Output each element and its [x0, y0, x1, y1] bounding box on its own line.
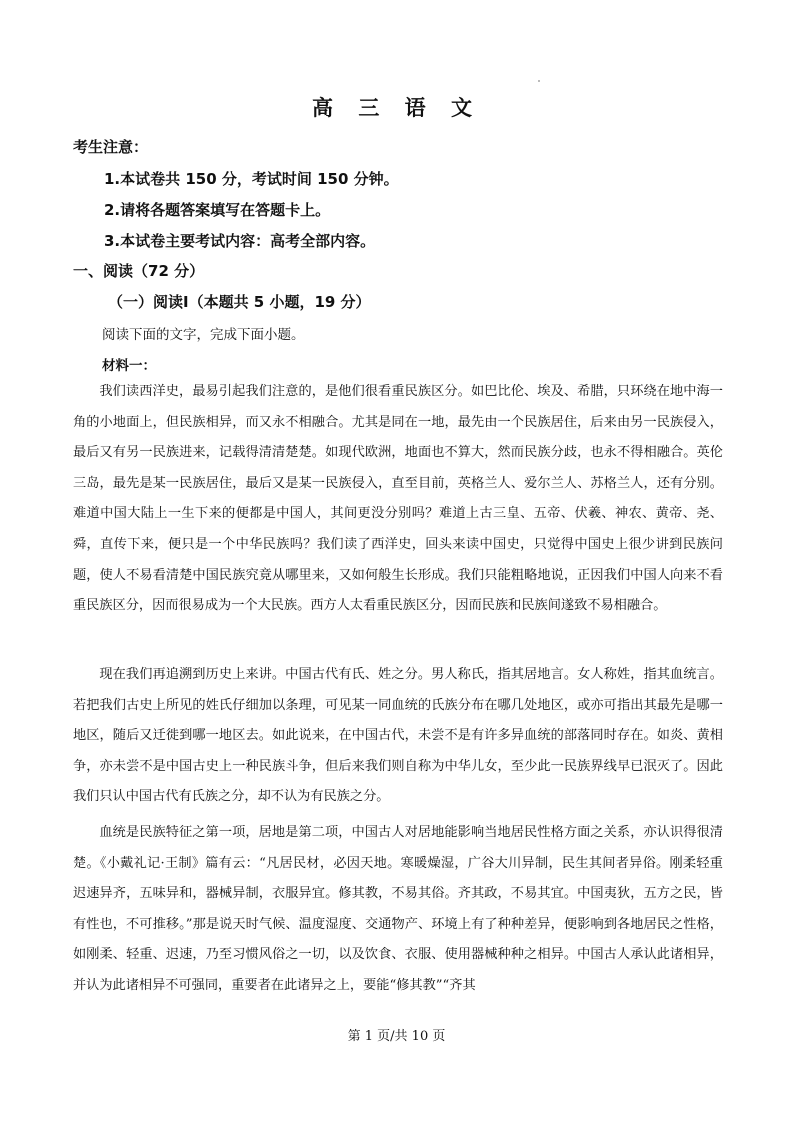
- section-heading: 一、阅读（72 分）: [73, 262, 205, 280]
- notice-item-1: 1.本试卷共 150 分，考试时间 150 分钟。: [104, 170, 399, 188]
- page-footer: 第 1 页/共 10 页: [347, 1029, 446, 1044]
- subsection-heading: （一）阅读Ⅰ（本题共 5 小题，19 分）: [108, 293, 371, 311]
- scan-speck: [538, 80, 540, 82]
- reading-instruction: 阅读下面的文字，完成下面小题。: [102, 327, 305, 343]
- notice-heading: 考生注意：: [73, 138, 149, 156]
- material-label: 材料一：: [102, 358, 156, 374]
- page-title: 高 三 语 文: [312, 96, 481, 120]
- paragraph-3: 血统是民族特征之第一项，居地是第二项，中国古人对居地能影响当地居民性格方面之关系，亦认识得很清楚。《小戴礼记·王制》篇有云：“凡居民材，必因天地。寒暖燥湿，广谷大川异制，民生其间者异俗。刚柔轻重迟速异齐，五味异和，器械异制，衣服异宜。修其教，不易其俗。齐其政，不易其宜。中国夷狄，五方之民，皆有性也，不可推移。”那是说天时气候、温度湿度、交通物产、环境上有了种种差异，便影响到各地居民之性格，如刚柔、轻重、迟速，乃至习惯风俗之一切，以及饮食、衣服、使用器械种种之相异。中国古人承认此诸相异，并认为此诸相异不可强同，重要者在此诸异之上，要能“修其教”“齐其: [73, 825, 723, 993]
- paragraph-2: 现在我们再追溯到历史上来讲。中国古代有氏、姓之分。男人称氏，指其居地言。女人称姓，指其血统言。若把我们古史上所见的姓氏仔细加以条理，可见某一同血统的氏族分布在哪几处地区，或亦可指出其最先是哪一地区，随后又迁徙到哪一地区去。如此说来，在中国古代，未尝不是有许多异血统的部落同时存在。如炎、黄相争，亦未尝不是中国古史上一种民族斗争，但后来我们则自称为中华儿女，至少此一民族界线早已泯灭了。因此我们只认中国古代有氏族之分，却不认为有民族之分。: [73, 667, 723, 805]
- paragraph-1: 我们读西洋史，最易引起我们注意的，是他们很看重民族区分。如巴比伦、埃及、希腊，只环绕在地中海一角的小地面上，但民族相异，而又永不相融合。尤其是同在一地，最先由一个民族居住，后来由另一民族侵入，最后又有另一民族进来，记载得清清楚楚。如现代欧洲，地面也不算大，然而民族分歧，也永不得相融合。英伦三岛，最先是某一民族居住，最后又是某一民族侵入，直至目前，英格兰人、爱尔兰人、苏格兰人，还有分别。难道中国大陆上一生下来的便都是中国人，其间更没分别吗？难道上古三皇、五帝、伏羲、神农、黄帝、尧、舜，直传下来，便只是一个中华民族吗？我们读了西洋史，回头来读中国史，只觉得中国史上很少讲到民族问题，使人不易看清楚中国民族究竟从哪里来，又如何般生长形成。我们只能粗略地说，正因我们中国人向来不看重民族区分，因而很易成为一个大民族。西方人太看重民族区分，因而民族和民族间遂致不易相融合。: [73, 384, 723, 614]
- notice-item-2: 2.请将各题答案填写在答题卡上。: [104, 201, 331, 219]
- notice-item-3: 3.本试卷主要考试内容：高考全部内容。: [104, 232, 376, 250]
